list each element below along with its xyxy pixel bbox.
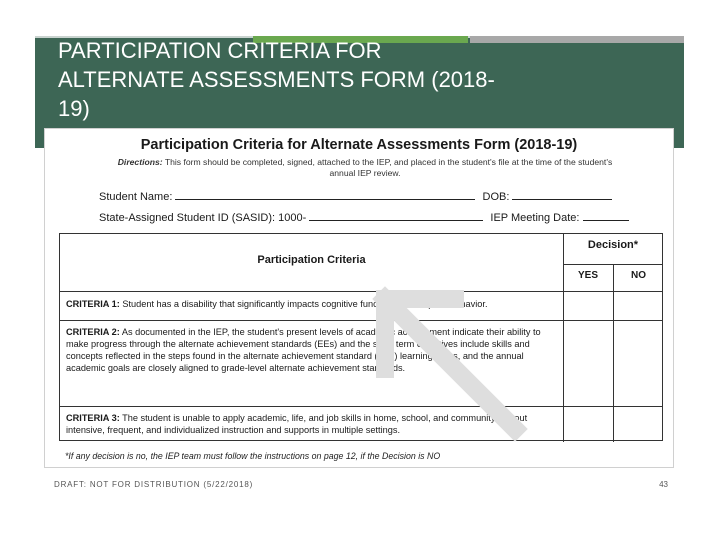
criteria-text: As documented in the IEP, the student's present levels of academic achievement indicate their ability to make progress through the alternate achievement standards (EEs) and the short term objectives include skills and concepts reflected in the steps found in the alternate achievement standard (EEs) learning maps, and the annual academic goals are closely aligned to grade-level alternate achievement standards. [66,327,541,373]
table-rule-row1 [60,320,662,321]
criteria-label: CRITERIA 3: [66,413,120,423]
form-footnote: *If any decision is no, the IEP team must follow the instructions on page 12, if the Decision is NO [65,451,441,461]
criteria-label: CRITERIA 2: [66,327,120,337]
criteria-table [59,233,663,441]
criteria-text: The student is unable to apply academic, life, and job skills in home, school, and community without intensive, frequent, and individualized instruction and supports in multiple settings. [66,413,528,435]
table-rule-row2 [60,406,662,407]
dob-line [512,190,612,200]
yes-column-header: YES [577,270,598,281]
criteria-row [66,298,558,310]
table-divider-decision [563,234,564,442]
page-number: 43 [659,480,668,489]
form-title: Participation Criteria for Alternate Assessments Form (2018-19) [140,137,578,153]
sasid-line [309,211,483,221]
sasid-label: State-Assigned Student ID (SASID): 1000- [99,212,307,224]
form-scan [44,128,674,468]
decision-column-header: Decision* [587,239,639,251]
directions-label: Directions: [117,157,163,167]
slide-title: PARTICIPATION CRITERIA FOR ALTERNATE ASSESSMENTS FORM (2018-19) [58,38,495,121]
criteria-row [66,326,558,374]
table-rule-decision [563,264,662,265]
no-column-header: NO [631,270,646,281]
table-rule-header [60,291,662,292]
directions-text: This form should be completed, signed, attached to the IEP, and placed in the student's file at the time of the student's annual IEP review. [164,157,613,178]
dob-label: DOB: [482,191,510,203]
draft-notice: DRAFT: NOT FOR DISTRIBUTION (5/22/2018) [54,480,254,489]
form-directions [115,157,615,179]
criteria-column-header: Participation Criteria [257,254,366,266]
student-name-row [99,190,612,203]
criteria-row [66,412,558,436]
student-name-line [175,190,475,200]
sasid-row [99,211,629,224]
criteria-text: Student has a disability that significantly impacts cognitive function and adaptive behavior. [122,299,488,309]
iep-date-label: IEP Meeting Date: [490,212,580,224]
iep-date-line [583,211,629,221]
criteria-label: CRITERIA 1: [66,299,120,309]
student-name-label: Student Name: [99,191,173,203]
